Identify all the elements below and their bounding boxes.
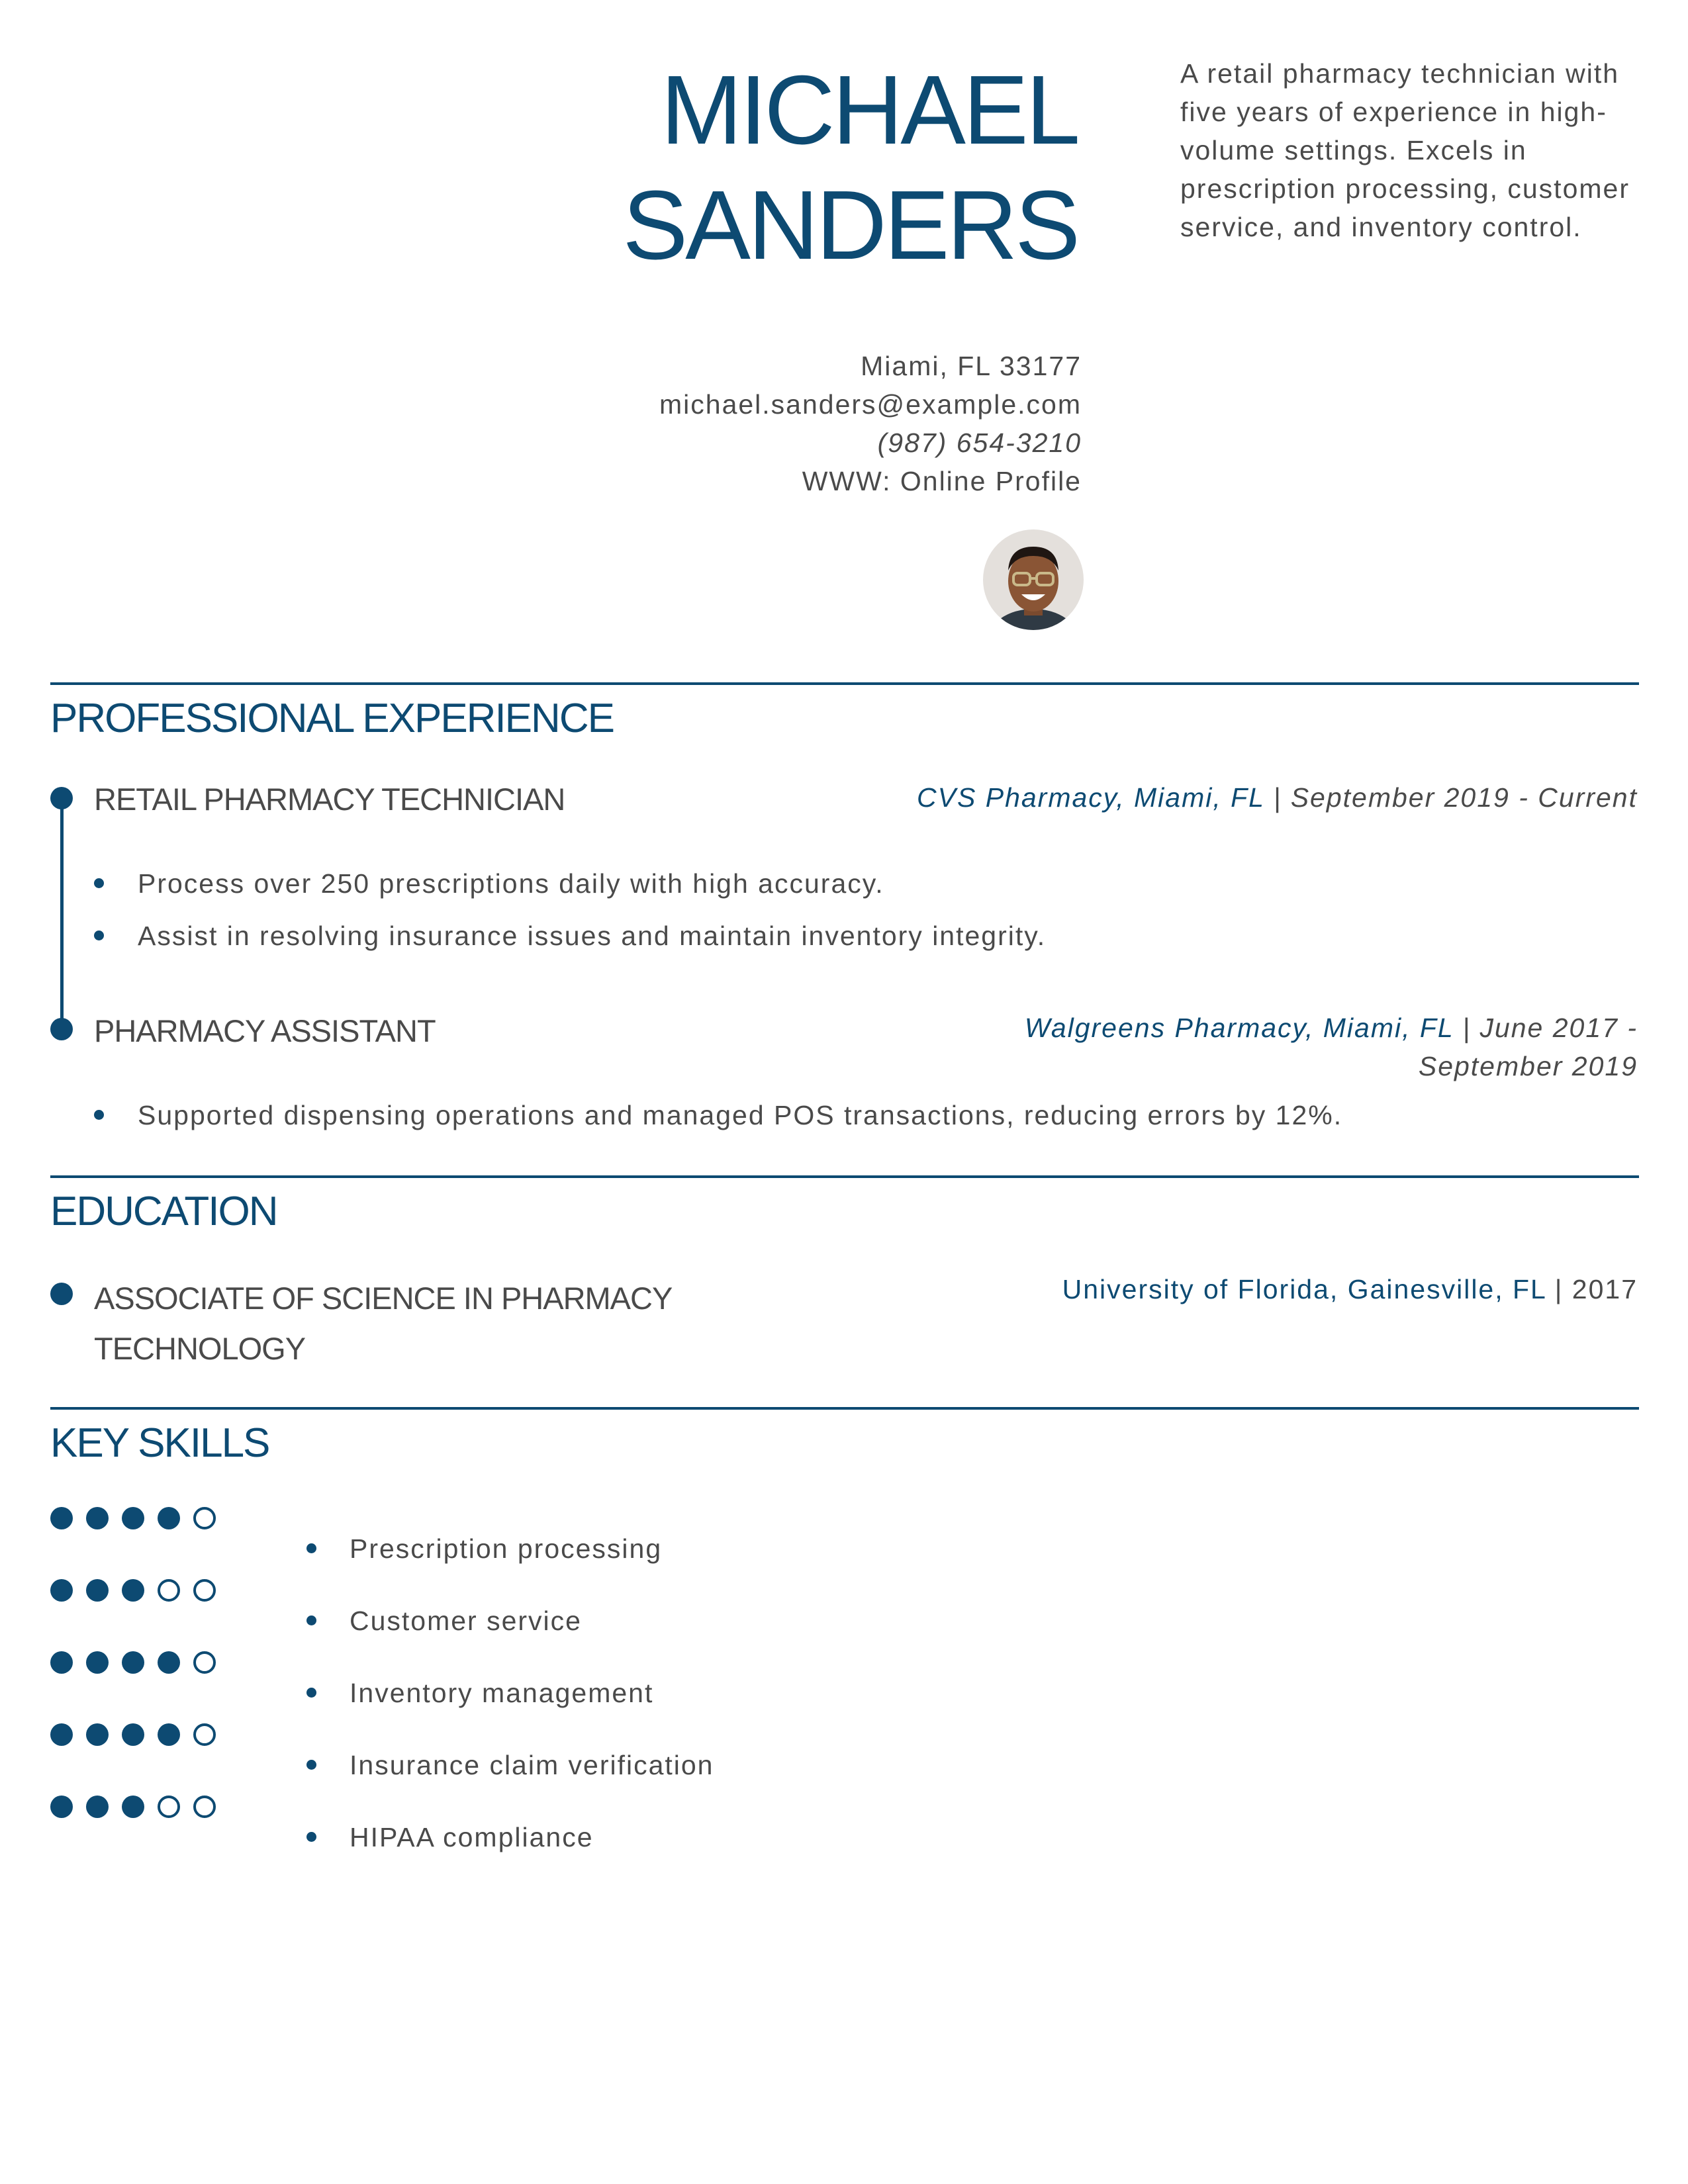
rating-dot-filled	[86, 1651, 109, 1674]
rating-dot-filled	[50, 1796, 73, 1818]
skill-label: Inventory management	[350, 1678, 654, 1708]
education-meta: University of Florida, Gainesville, FL | 2017	[1062, 1274, 1638, 1304]
rating-dot-filled	[86, 1579, 109, 1602]
job-title: PHARMACY ASSISTANT	[94, 1013, 436, 1048]
bullet-icon	[306, 1543, 316, 1553]
section-divider	[50, 1407, 1639, 1410]
section-divider	[50, 1175, 1639, 1178]
job-dates: September 2019 - Current	[1290, 782, 1638, 813]
rating-dot-empty	[158, 1579, 180, 1602]
bullet-icon	[306, 1760, 316, 1770]
rating-dot-filled	[158, 1651, 180, 1674]
bullet-icon	[306, 1615, 316, 1625]
job-bullet: Supported dispensing operations and managed POS transactions, reducing errors by 12%.	[138, 1100, 1343, 1130]
avatar	[983, 529, 1084, 630]
timeline-line	[60, 797, 64, 1028]
section-title-experience: PROFESSIONAL EXPERIENCE	[50, 696, 614, 741]
rating-dot-filled	[122, 1723, 144, 1746]
rating-dot-filled	[86, 1723, 109, 1746]
job-meta: CVS Pharmacy, Miami, FL | September 2019 - Current	[917, 782, 1638, 813]
rating-dot-filled	[50, 1651, 73, 1674]
rating-dot-filled	[122, 1796, 144, 1818]
last-name: SANDERS	[622, 171, 1078, 280]
first-name: MICHAEL	[661, 56, 1078, 165]
rating-dot-empty	[193, 1723, 216, 1746]
timeline-dot	[50, 787, 73, 809]
rating-dot-filled	[86, 1796, 109, 1818]
rating-dot-filled	[50, 1579, 73, 1602]
job-bullet: Process over 250 prescriptions daily with high accuracy.	[138, 868, 884, 899]
skill-label: Insurance claim verification	[350, 1750, 714, 1780]
bullet-icon	[94, 1110, 104, 1120]
section-title-skills: KEY SKILLS	[50, 1420, 269, 1466]
degree-line: ASSOCIATE OF SCIENCE IN PHARMACY	[94, 1281, 673, 1316]
job-title: RETAIL PHARMACY TECHNICIAN	[94, 782, 565, 817]
rating-dot-empty	[158, 1796, 180, 1818]
degree-line: TECHNOLOGY	[94, 1331, 306, 1366]
skill-label: Customer service	[350, 1606, 582, 1636]
timeline-dot	[50, 1018, 73, 1040]
rating-dot-filled	[50, 1723, 73, 1746]
rating-dot-empty	[193, 1651, 216, 1674]
skill-label: Prescription processing	[350, 1533, 663, 1564]
rating-dot-filled	[122, 1579, 144, 1602]
section-title-education: EDUCATION	[50, 1189, 277, 1234]
email-link[interactable]: michael.sanders@example.com	[659, 389, 1082, 420]
rating-dot-filled	[86, 1507, 109, 1529]
company-name: CVS Pharmacy, Miami, FL	[917, 782, 1265, 813]
rating-dot-empty	[193, 1796, 216, 1818]
company-name: Walgreens Pharmacy, Miami, FL	[1024, 1013, 1454, 1043]
location-text: Miami, FL 33177	[861, 351, 1082, 381]
rating-dot-filled	[122, 1507, 144, 1529]
rating-dot-filled	[122, 1651, 144, 1674]
school-name: University of Florida, Gainesville, FL	[1062, 1274, 1546, 1304]
rating-dot-empty	[193, 1579, 216, 1602]
timeline-dot	[50, 1283, 73, 1305]
section-divider	[50, 682, 1639, 685]
job-meta: Walgreens Pharmacy, Miami, FL | June 2017 - September 2019	[1024, 1013, 1638, 1081]
website-link[interactable]: WWW: Online Profile	[802, 466, 1082, 496]
rating-dot-filled	[158, 1507, 180, 1529]
bullet-icon	[306, 1832, 316, 1842]
bullet-icon	[94, 878, 104, 888]
rating-dot-filled	[50, 1507, 73, 1529]
job-dates: June 2017 - September 2019	[1418, 1013, 1638, 1081]
graduation-year: 2017	[1571, 1274, 1638, 1304]
job-bullet: Assist in resolving insurance issues and maintain inventory integrity.	[138, 921, 1047, 951]
bullet-icon	[94, 931, 104, 940]
profile-summary: A retail pharmacy technician with five years of experience in high-volume settings. Excels in prescription processing, customer service, and inventory control.	[1180, 58, 1630, 242]
degree-title	[94, 1273, 672, 1374]
skill-label: HIPAA compliance	[350, 1822, 594, 1852]
rating-dot-filled	[158, 1723, 180, 1746]
phone-text: (987) 654-3210	[877, 428, 1082, 458]
bullet-icon	[306, 1688, 316, 1698]
contact-block	[659, 347, 1082, 500]
rating-dot-empty	[193, 1507, 216, 1529]
candidate-name	[622, 53, 1078, 283]
